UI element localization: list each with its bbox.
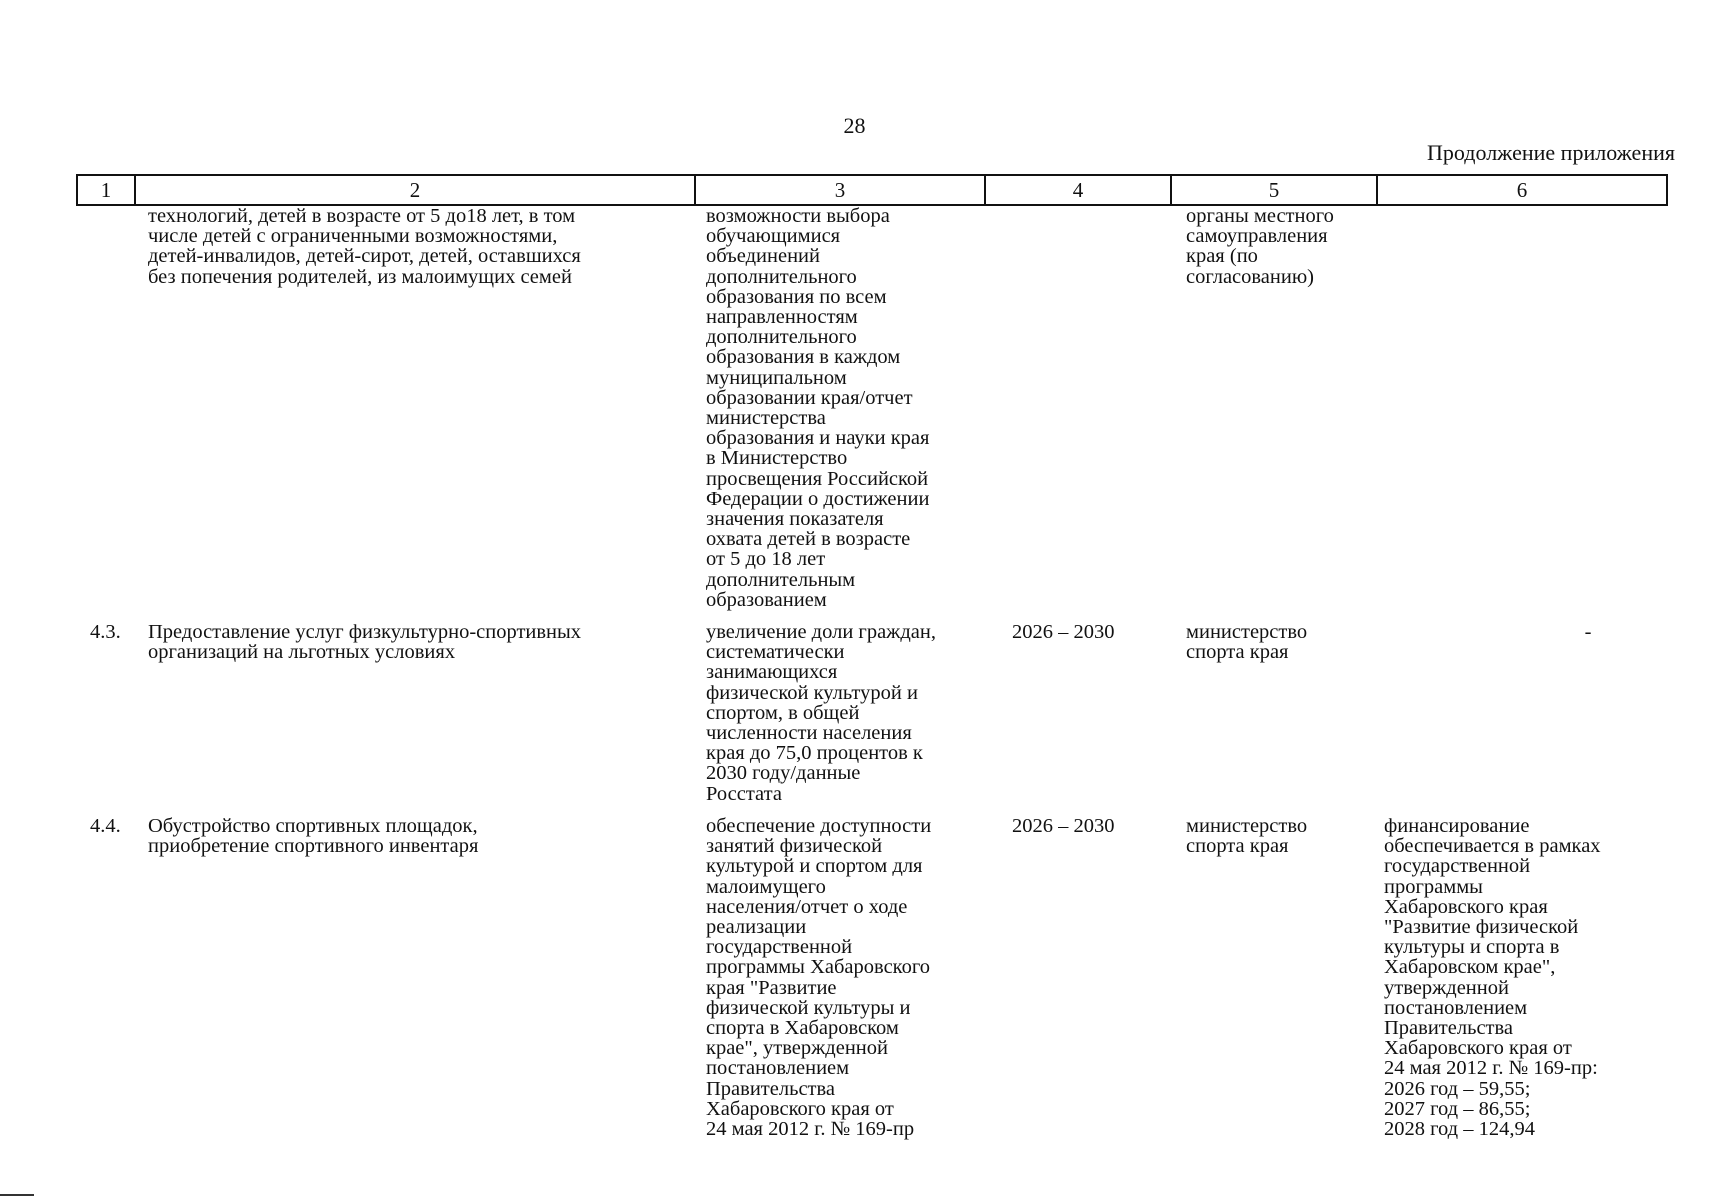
header-cell-3: 3 <box>694 174 984 206</box>
row-activity: технологий, детей в возрасте от 5 до18 лет, в том числе детей с ограниченными возможностями, детей-инвалидов, детей-сирот, детей, оставшихся без попечения родителей, из малоимущих семей <box>148 205 581 288</box>
row-executor: министерство спорта края <box>1186 815 1308 858</box>
header-cell-6: 6 <box>1376 174 1668 206</box>
table-header-row <box>76 174 1668 206</box>
row-note: финансирование обеспечивается в рамках государственной программы Хабаровского края "Развитие физической культуры и спорта в Хабаровском крае", утвержденной постановлением Правительства Хабаровского края от 24 мая 2012 г. № 169-пр: 2026 год – 59,55; 2027 год – 86,55; 2028 год – 124,94 <box>1384 815 1601 1141</box>
header-cell-4: 4 <box>984 174 1170 206</box>
row-executor: органы местного самоуправления края (по согласованию) <box>1186 205 1334 288</box>
row-result: обеспечение доступности занятий физической культурой и спортом для малоимущего населения/отчет о ходе реализации государственной программы Хабаровского края "Развитие физической культуры и спорта в Хабаровском крае", утвержденной постановлением Правительства Хабаровского края от 24 мая 2012 г. № 169-пр <box>706 815 932 1141</box>
row-period: 2026 – 2030 <box>1012 621 1115 643</box>
row-executor: министерство спорта края <box>1186 621 1308 664</box>
row-number: 4.4. <box>90 815 121 837</box>
row-period: 2026 – 2030 <box>1012 815 1115 837</box>
header-cell-1: 1 <box>76 174 134 206</box>
header-cell-2: 2 <box>134 174 694 206</box>
row-number: 4.3. <box>90 621 121 643</box>
page-number: 28 <box>843 113 866 138</box>
row-result: возможности выбора обучающимися объединений дополнительного образования по всем направленностям дополнительного образования в каждом муниципальном образовании края/отчет министерства образования и науки края в Министерство просвещения Российской Федерации о достижении значения показателя охвата детей в возрасте от 5 до 18 лет дополнительным образованием <box>706 205 930 611</box>
row-result: увеличение доли граждан, систематически занимающихся физической культурой и спортом, в общей численности населения края до 75,0 процентов к 2030 году/данные Росстата <box>706 621 936 805</box>
continuation-label: Продолжение приложения <box>1427 140 1675 165</box>
row-activity: Обустройство спортивных площадок, приобретение спортивного инвентаря <box>148 815 479 858</box>
page-edge-mark <box>0 1194 34 1196</box>
row-activity: Предоставление услуг физкультурно-спортивных организаций на льготных условиях <box>148 621 582 664</box>
header-cell-5: 5 <box>1170 174 1376 206</box>
row-note: - <box>1584 621 1592 643</box>
